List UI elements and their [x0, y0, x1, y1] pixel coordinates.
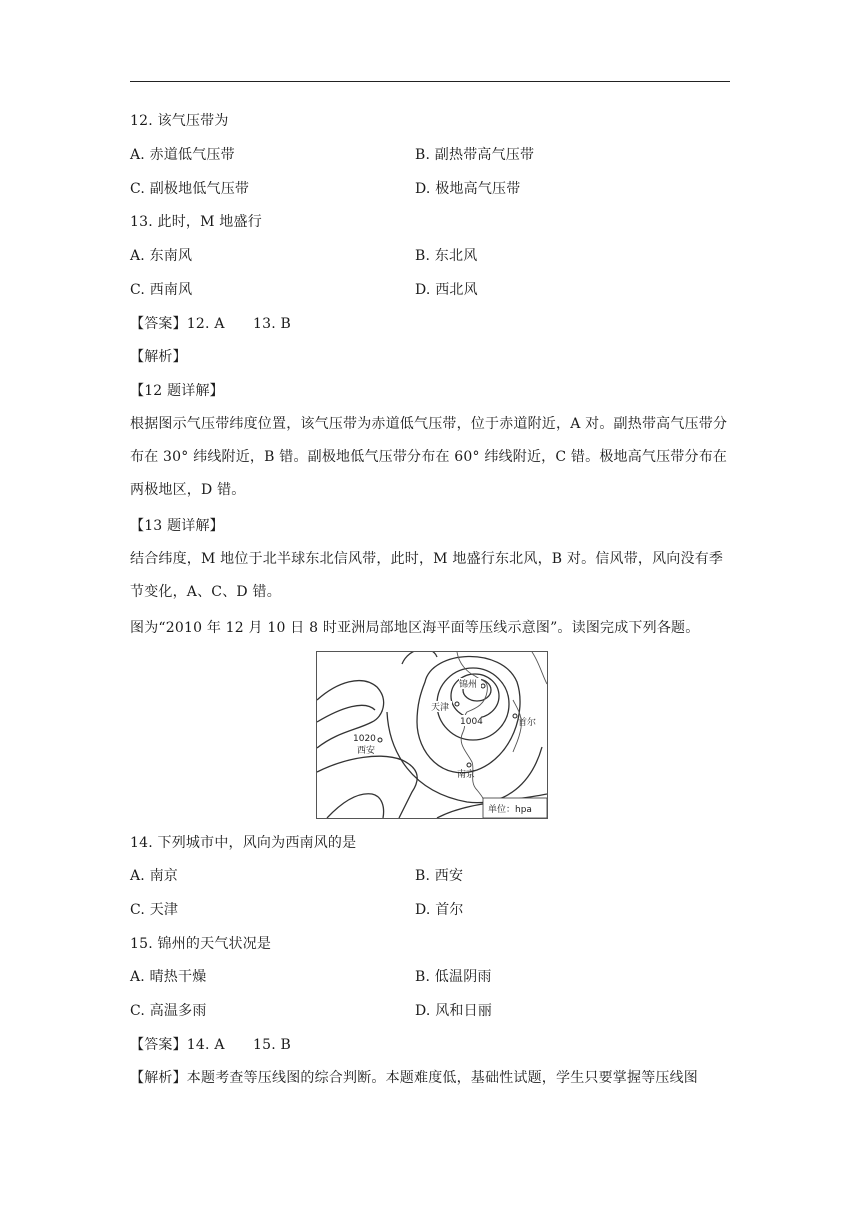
label-1004: 1004 — [460, 717, 483, 727]
answer-12-13: 【答案】12. A 13. B — [130, 316, 292, 332]
q12-option-c: C. 副极地低气压带 — [130, 181, 250, 197]
label-jinzhou: 锦州 — [459, 680, 478, 690]
q12-option-a: A. 赤道低气压带 — [130, 147, 235, 163]
answer-14-15: 【答案】14. A 15. B — [130, 1037, 292, 1053]
isobar-west-2 — [317, 705, 375, 722]
shouer-marker — [513, 714, 517, 718]
isobar-ring-4 — [417, 656, 520, 772]
analysis-heading: 【解析】 — [130, 349, 187, 365]
coast-east — [532, 652, 547, 684]
q14-stem: 14. 下列城市中，风向为西南风的是 — [130, 835, 357, 851]
xian-marker — [378, 738, 382, 742]
label-unit: 单位：hpa — [488, 805, 532, 815]
q14-option-d: D. 首尔 — [415, 902, 464, 918]
label-shouer: 首尔 — [518, 718, 537, 728]
q15-option-d: D. 风和日丽 — [415, 1003, 493, 1019]
isobar-outer-1 — [402, 652, 437, 664]
q13-option-d: D. 西北风 — [415, 282, 478, 298]
detail-13-body: 结合纬度，M 地位于北半球东北信风带，此时，M 地盛行东北风，B 对。信风带，风向没有季节变化，A、C、D 错。 — [130, 551, 724, 600]
detail-12-heading: 【12 题详解】 — [130, 383, 224, 399]
analysis-14-15: 【解析】本题考查等压线图的综合判断。本题难度低，基础性试题，学生只要掌握等压线图 — [130, 1070, 698, 1086]
isobar-map — [316, 651, 548, 819]
q13-stem: 13. 此时，M 地盛行 — [130, 214, 262, 230]
isobar-map-svg — [317, 652, 547, 818]
figure-intro: 图为“2010 年 12 月 10 日 8 时亚洲局部地区海平面等压线示意图”。读图完成下列各题。 — [130, 620, 700, 636]
tianjin-marker — [455, 702, 459, 706]
q12-option-b: B. 副热带高气压带 — [415, 147, 535, 163]
q14-option-a: A. 南京 — [130, 868, 179, 884]
q13-option-a: A. 东南风 — [130, 248, 193, 264]
q15-stem: 15. 锦州的天气状况是 — [130, 936, 272, 952]
q12-stem: 12. 该气压带为 — [130, 113, 229, 129]
jinzhou-marker — [481, 684, 485, 688]
q13-option-c: C. 西南风 — [130, 282, 193, 298]
nanjing-marker — [467, 763, 471, 767]
q12-option-d: D. 极地高气压带 — [415, 181, 521, 197]
detail-13-heading: 【13 题详解】 — [130, 518, 224, 534]
label-xian: 西安 — [357, 746, 376, 756]
label-tianjin: 天津 — [431, 703, 450, 713]
isobar-west-3 — [317, 756, 417, 818]
isobar-west-4 — [327, 794, 384, 818]
label-nanjing: 南京 — [457, 770, 476, 780]
q14-option-b: B. 西安 — [415, 868, 464, 884]
q14-option-c: C. 天津 — [130, 902, 179, 918]
q15-option-a: A. 晴热干燥 — [130, 969, 207, 985]
detail-12-body: 根据图示气压带纬度位置，该气压带为赤道低气压带，位于赤道附近，A 对。副热带高气压带分布在 30° 纬线附近，B 错。副极地低气压带分布在 60° 纬线附近，C 错。极地高气压带分布在两极地区，D 错。 — [130, 416, 728, 498]
label-1020: 1020 — [353, 734, 376, 744]
q15-option-b: B. 低温阴雨 — [415, 969, 492, 985]
q15-option-c: C. 高温多雨 — [130, 1003, 207, 1019]
q13-option-b: B. 东北风 — [415, 248, 478, 264]
header-rule — [130, 81, 730, 82]
